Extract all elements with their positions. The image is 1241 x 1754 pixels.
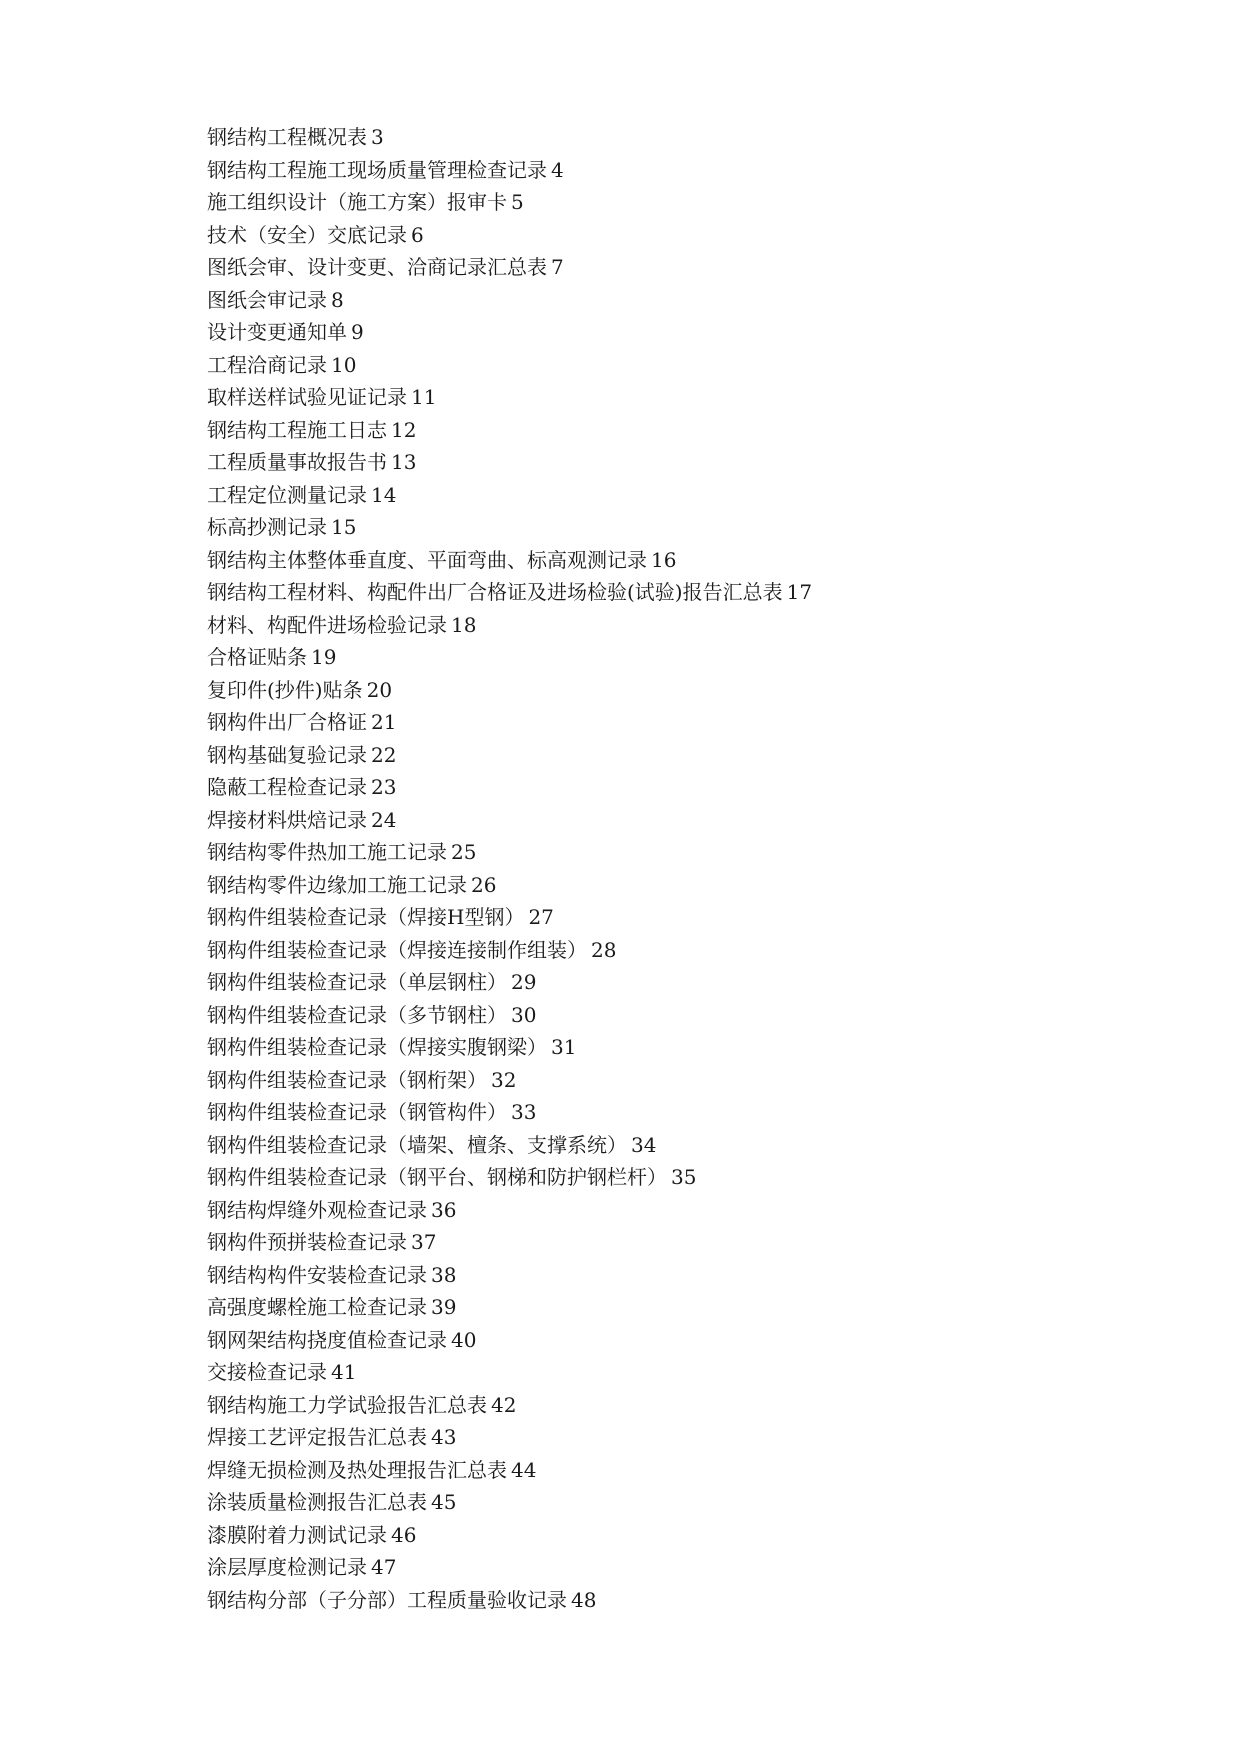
toc-entry-title: 标高抄测记录 bbox=[207, 515, 327, 539]
toc-entry-page-number: 48 bbox=[571, 1587, 597, 1612]
toc-entry-title: 焊接工艺评定报告汇总表 bbox=[207, 1425, 427, 1449]
toc-entry-page-number: 42 bbox=[491, 1392, 517, 1417]
toc-entry-title: 施工组织设计（施工方案）报审卡 bbox=[207, 190, 507, 214]
toc-entry-title: 技术（安全）交底记录 bbox=[207, 222, 407, 247]
toc-entry bbox=[207, 511, 812, 544]
toc-entry-page-number: 46 bbox=[391, 1522, 417, 1547]
toc-entry bbox=[207, 479, 812, 512]
toc-entry-title: 工程洽商记录 bbox=[207, 352, 327, 377]
toc-entry-title: 隐蔽工程检查记录 bbox=[207, 775, 367, 799]
toc-entry-page-number: 45 bbox=[431, 1490, 457, 1514]
toc-entry-page-number: 11 bbox=[411, 385, 437, 409]
toc-entry-title: 高强度螺栓施工检查记录 bbox=[207, 1295, 427, 1319]
toc-entry bbox=[207, 1551, 812, 1584]
toc-entry bbox=[207, 446, 812, 479]
toc-entry-page-number: 44 bbox=[511, 1457, 537, 1482]
toc-entry-page-number: 41 bbox=[331, 1360, 357, 1384]
toc-entry-page-number: 39 bbox=[431, 1295, 457, 1319]
toc-entry-page-number: 17 bbox=[786, 580, 813, 604]
toc-entry bbox=[207, 284, 812, 317]
toc-entry-page-number: 24 bbox=[371, 807, 397, 832]
toc-entry-page-number: 32 bbox=[491, 1067, 517, 1092]
toc-entry bbox=[207, 1389, 812, 1422]
toc-entry-page-number: 37 bbox=[411, 1230, 437, 1254]
toc-entry-title: 钢结构工程概况表 bbox=[207, 125, 367, 149]
toc-entry-page-number: 8 bbox=[331, 287, 344, 312]
toc-entry-page-number: 20 bbox=[366, 677, 393, 702]
toc-entry-page-number: 30 bbox=[511, 1002, 537, 1027]
toc-entry-title: 钢结构施工力学试验报告汇总表 bbox=[207, 1392, 487, 1417]
toc-entry-page-number: 33 bbox=[511, 1100, 537, 1124]
toc-entry-title: 工程定位测量记录 bbox=[207, 482, 367, 507]
toc-entry-page-number: 19 bbox=[311, 645, 337, 669]
toc-entry-title: 钢构件组装检查记录（钢桁架） bbox=[207, 1067, 487, 1092]
toc-entry-title: 钢结构零件边缘加工施工记录 bbox=[207, 872, 467, 897]
toc-entry-title: 钢构件组装检查记录（焊接连接制作组装） bbox=[207, 937, 587, 962]
toc-entry-title: 钢构件组装检查记录（墙架、檀条、支撑系统） bbox=[207, 1132, 627, 1157]
toc-entry-title: 钢结构分部（子分部）工程质量验收记录 bbox=[207, 1587, 567, 1612]
toc-entry bbox=[207, 1291, 812, 1324]
toc-entry bbox=[207, 1486, 812, 1519]
toc-entry bbox=[207, 251, 812, 284]
toc-entry-title: 涂装质量检测报告汇总表 bbox=[207, 1490, 427, 1514]
toc-entry-page-number: 40 bbox=[451, 1327, 477, 1352]
toc-entry-page-number: 3 bbox=[371, 125, 384, 149]
toc-entry bbox=[207, 349, 812, 382]
toc-entry-page-number: 4 bbox=[551, 157, 564, 182]
toc-entry bbox=[207, 1454, 812, 1487]
toc-entry-title: 焊缝无损检测及热处理报告汇总表 bbox=[207, 1457, 507, 1482]
toc-entry bbox=[207, 609, 812, 642]
toc-entry-page-number: 28 bbox=[591, 937, 617, 962]
toc-entry-page-number: 25 bbox=[451, 840, 477, 864]
toc-entry-title: 钢构件出厂合格证 bbox=[207, 710, 367, 734]
toc-entry-title: 漆膜附着力测试记录 bbox=[207, 1522, 387, 1547]
toc-entry-title: 钢结构构件安装检查记录 bbox=[207, 1262, 427, 1287]
toc-entry bbox=[207, 1356, 812, 1389]
toc-entry-page-number: 27 bbox=[528, 905, 554, 929]
toc-entry-page-number: 16 bbox=[651, 547, 677, 572]
toc-entry bbox=[207, 1226, 812, 1259]
toc-entry-page-number: 43 bbox=[431, 1425, 457, 1449]
toc-entry-page-number: 47 bbox=[371, 1555, 397, 1579]
toc-entry-page-number: 9 bbox=[351, 320, 364, 344]
toc-entry bbox=[207, 966, 812, 999]
toc-entry bbox=[207, 316, 812, 349]
toc-entry bbox=[207, 836, 812, 869]
toc-entry-title: 图纸会审记录 bbox=[207, 287, 327, 312]
toc-entry bbox=[207, 544, 812, 577]
toc-entry bbox=[207, 1584, 812, 1617]
toc-entry bbox=[207, 186, 812, 219]
toc-entry bbox=[207, 674, 812, 707]
toc-entry-title: 复印件(抄件)贴条 bbox=[207, 677, 363, 702]
toc-entry bbox=[207, 219, 812, 252]
toc-entry-title: 钢结构主体整体垂直度、平面弯曲、标高观测记录 bbox=[207, 547, 647, 572]
toc-entry-title: 钢构件预拼装检查记录 bbox=[207, 1230, 407, 1254]
toc-entry-title: 钢构基础复验记录 bbox=[207, 742, 367, 767]
toc-entry-page-number: 26 bbox=[471, 872, 497, 897]
toc-entry-title: 钢构件组装检查记录（钢管构件） bbox=[207, 1100, 507, 1124]
toc-entry-title: 图纸会审、设计变更、洽商记录汇总表 bbox=[207, 255, 547, 279]
toc-entry-page-number: 35 bbox=[671, 1165, 697, 1189]
toc-entry-page-number: 18 bbox=[451, 612, 477, 637]
toc-entry bbox=[207, 121, 812, 154]
toc-entry-title: 涂层厚度检测记录 bbox=[207, 1555, 367, 1579]
toc-entry-page-number: 22 bbox=[371, 742, 397, 767]
table-of-contents bbox=[207, 121, 812, 1616]
toc-entry-page-number: 36 bbox=[431, 1197, 457, 1222]
toc-entry bbox=[207, 771, 812, 804]
toc-entry bbox=[207, 739, 812, 772]
toc-entry-page-number: 29 bbox=[511, 970, 537, 994]
toc-entry-title: 钢结构工程施工日志 bbox=[207, 417, 387, 442]
toc-entry bbox=[207, 804, 812, 837]
toc-entry-page-number: 6 bbox=[411, 222, 424, 247]
toc-entry-title: 钢结构焊缝外观检查记录 bbox=[207, 1197, 427, 1222]
toc-entry-title: 交接检查记录 bbox=[207, 1360, 327, 1384]
toc-entry-page-number: 34 bbox=[631, 1132, 657, 1157]
toc-entry bbox=[207, 1096, 812, 1129]
toc-entry-page-number: 13 bbox=[391, 450, 417, 474]
toc-entry-page-number: 38 bbox=[431, 1262, 457, 1287]
toc-entry-title: 钢构件组装检查记录（单层钢柱） bbox=[207, 970, 507, 994]
toc-entry-page-number: 5 bbox=[511, 190, 524, 214]
toc-entry-title: 钢结构零件热加工施工记录 bbox=[207, 840, 447, 864]
toc-entry bbox=[207, 1031, 812, 1064]
toc-entry-page-number: 21 bbox=[371, 710, 397, 734]
toc-entry-page-number: 31 bbox=[551, 1035, 577, 1059]
toc-entry bbox=[207, 1194, 812, 1227]
toc-entry-page-number: 10 bbox=[331, 352, 357, 377]
toc-entry bbox=[207, 869, 812, 902]
toc-entry-title: 钢构件组装检查记录（焊接H型钢） bbox=[207, 905, 525, 929]
toc-entry-page-number: 15 bbox=[331, 515, 357, 539]
toc-entry bbox=[207, 1161, 812, 1194]
toc-entry bbox=[207, 901, 812, 934]
toc-entry-title: 设计变更通知单 bbox=[207, 320, 347, 344]
toc-entry bbox=[207, 414, 812, 447]
toc-entry bbox=[207, 641, 812, 674]
toc-entry-title: 焊接材料烘焙记录 bbox=[207, 807, 367, 832]
toc-entry-title: 材料、构配件进场检验记录 bbox=[207, 612, 447, 637]
toc-entry bbox=[207, 576, 812, 609]
toc-entry-title: 钢结构工程施工现场质量管理检查记录 bbox=[207, 157, 547, 182]
toc-entry bbox=[207, 706, 812, 739]
toc-entry bbox=[207, 1519, 812, 1552]
toc-entry-title: 工程质量事故报告书 bbox=[207, 450, 387, 474]
toc-entry-title: 合格证贴条 bbox=[207, 645, 307, 669]
toc-entry bbox=[207, 1064, 812, 1097]
toc-entry-title: 钢构件组装检查记录（多节钢柱） bbox=[207, 1002, 507, 1027]
toc-entry bbox=[207, 1129, 812, 1162]
toc-entry bbox=[207, 999, 812, 1032]
toc-entry-page-number: 14 bbox=[371, 482, 397, 507]
toc-entry bbox=[207, 1324, 812, 1357]
toc-entry-title: 钢构件组装检查记录（焊接实腹钢梁） bbox=[207, 1035, 547, 1059]
toc-entry bbox=[207, 1259, 812, 1292]
toc-entry bbox=[207, 1421, 812, 1454]
toc-entry-title: 钢网架结构挠度值检查记录 bbox=[207, 1327, 447, 1352]
toc-entry bbox=[207, 154, 812, 187]
toc-entry-page-number: 7 bbox=[551, 255, 564, 279]
toc-entry-title: 钢构件组装检查记录（钢平台、钢梯和防护钢栏杆） bbox=[207, 1165, 667, 1189]
toc-entry-title: 钢结构工程材料、构配件出厂合格证及进场检验(试验)报告汇总表 bbox=[207, 580, 783, 604]
toc-entry bbox=[207, 381, 812, 414]
toc-entry-title: 取样送样试验见证记录 bbox=[207, 385, 407, 409]
toc-entry-page-number: 23 bbox=[371, 775, 397, 799]
toc-entry-page-number: 12 bbox=[391, 417, 417, 442]
toc-entry bbox=[207, 934, 812, 967]
